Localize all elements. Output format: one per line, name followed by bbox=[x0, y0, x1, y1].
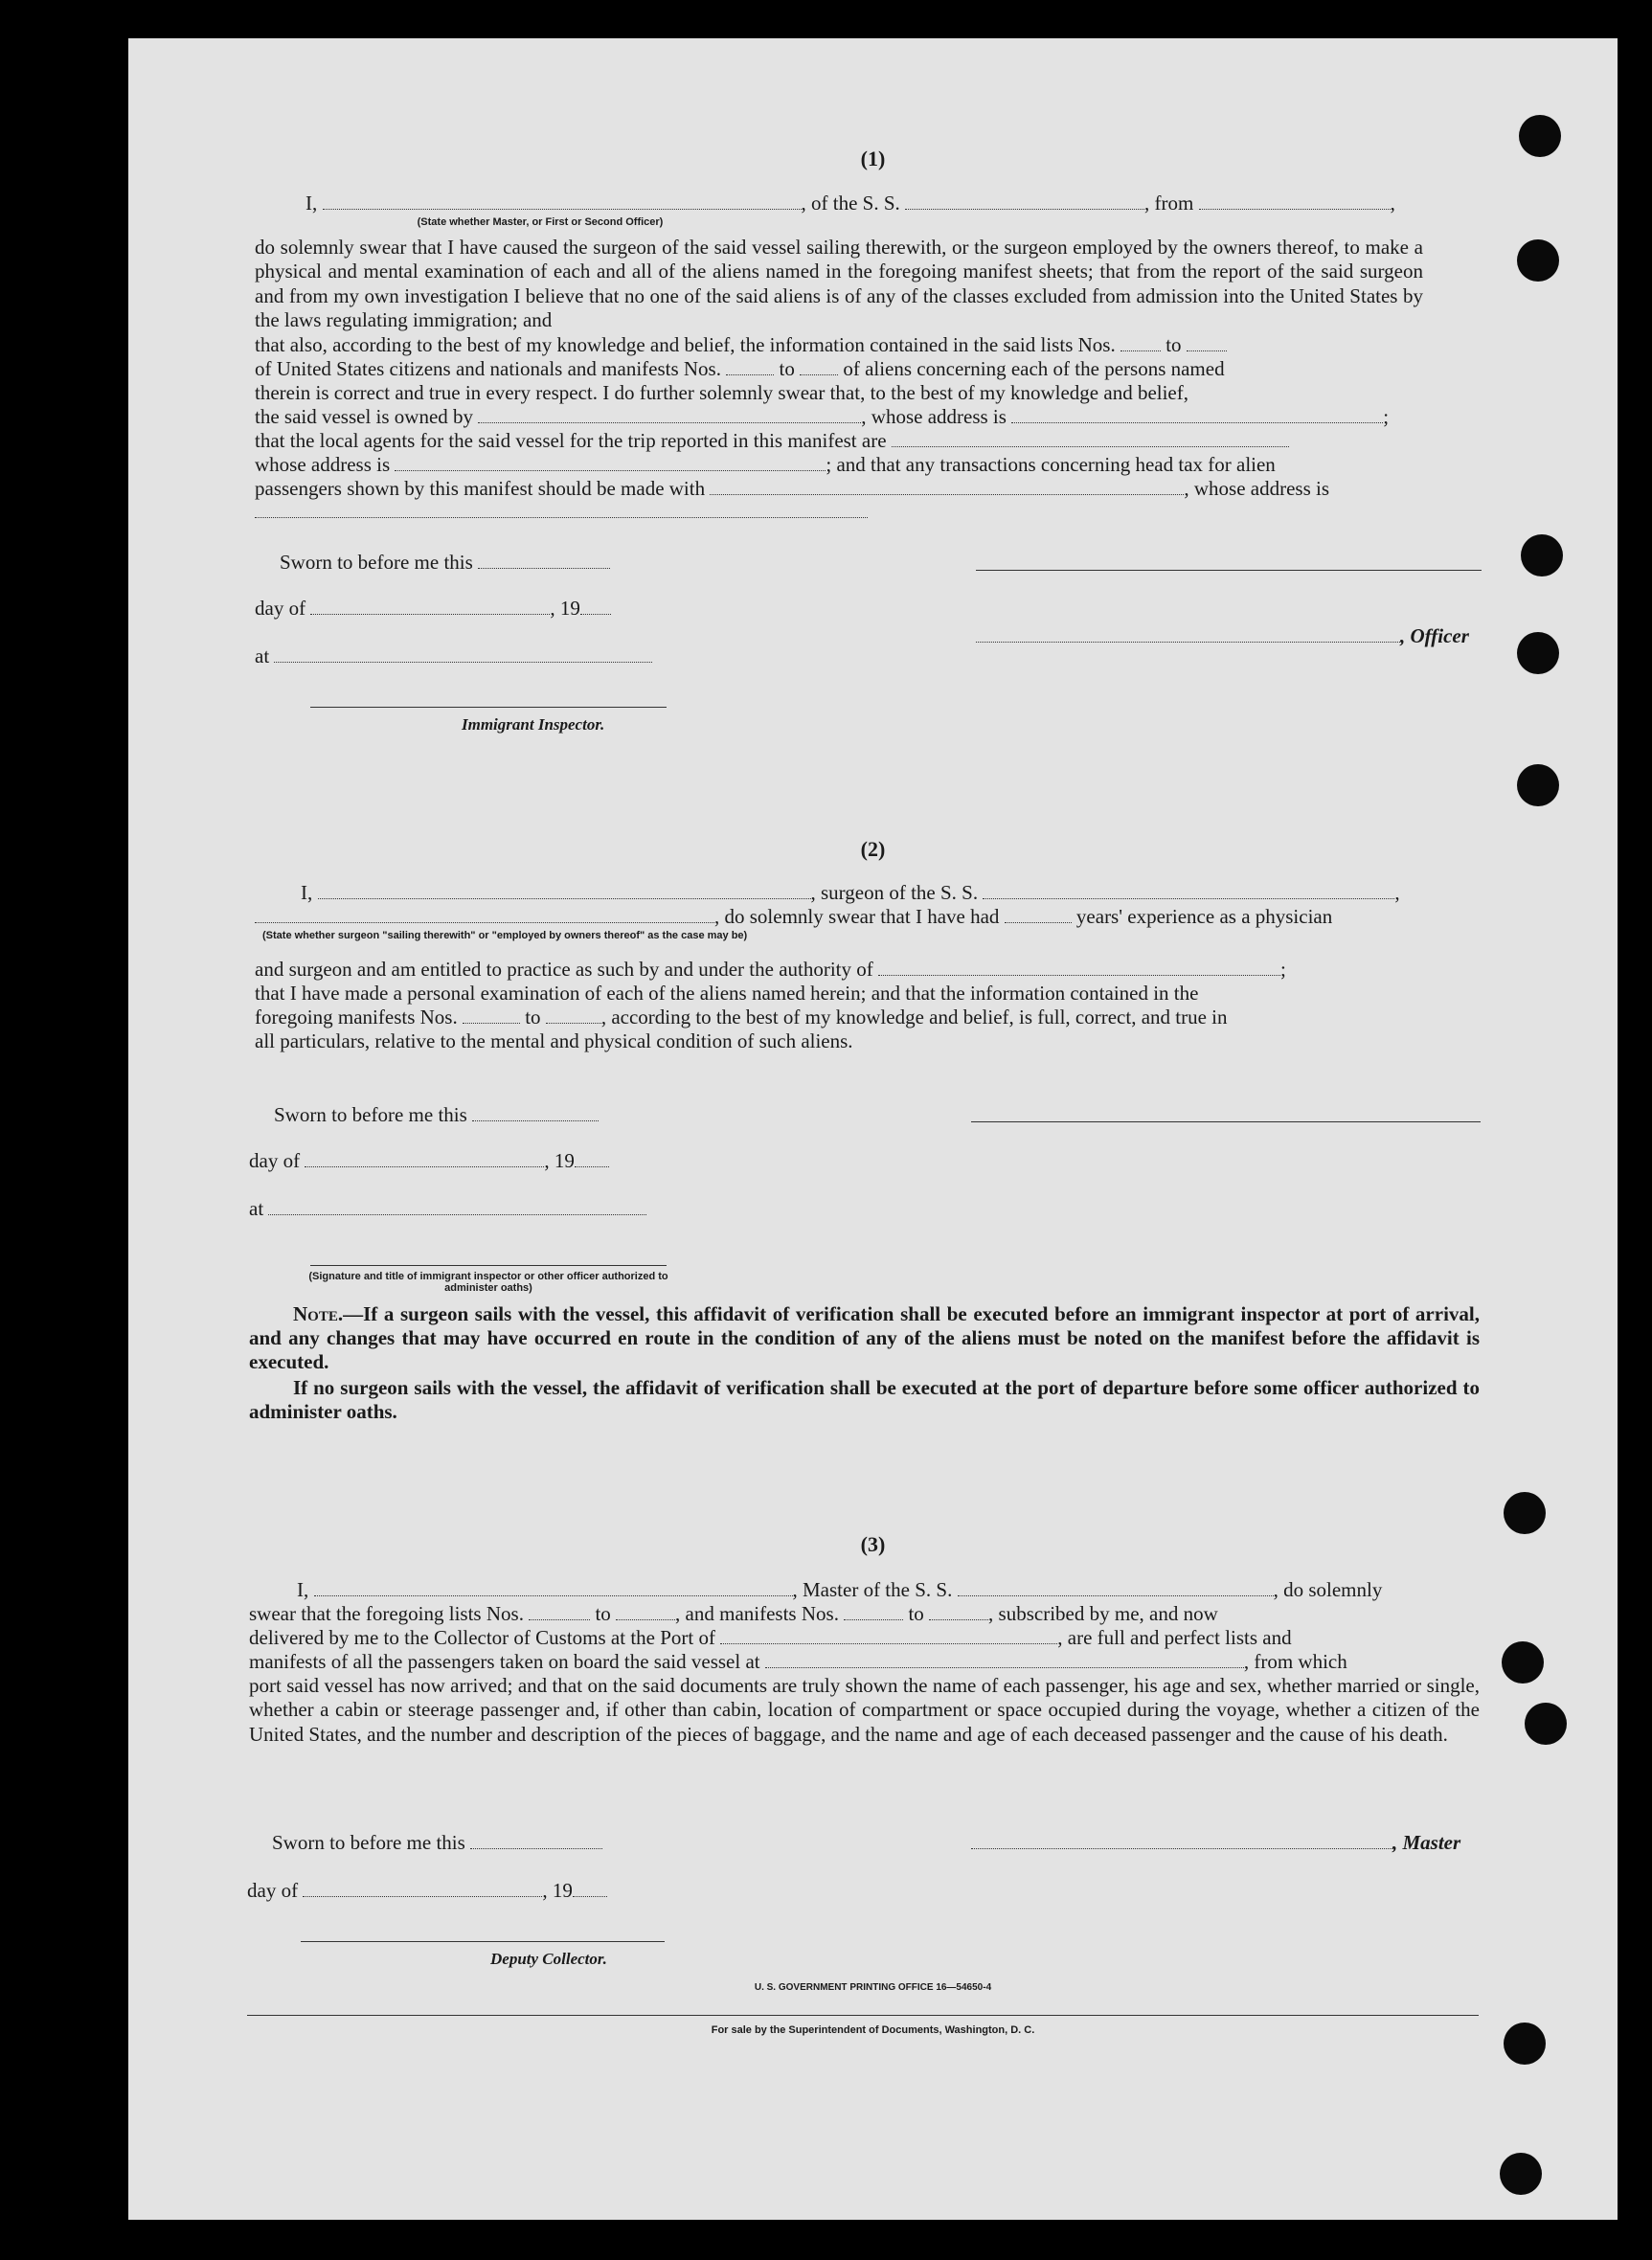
s2-name-blank[interactable] bbox=[318, 881, 811, 899]
s1-owned-text: the said vessel is owned by bbox=[255, 405, 474, 428]
s1-headtax-blank[interactable] bbox=[710, 477, 1184, 495]
s1-i: I, bbox=[306, 192, 318, 215]
s2-sig-hint: (Signature and title of immigrant inspector or other officer authorized to administer oaths) bbox=[308, 1271, 668, 1294]
s2-note-text-1: —If a surgeon sails with the vessel, this affidavit of verification shall be executed before an immigrant inspector at port of arrival, and any changes that may have occurred en route in the condition of any of the aliens must be noted on the manifest before the affidavit is executed. bbox=[249, 1302, 1480, 1373]
s2-status-blank[interactable] bbox=[255, 905, 714, 923]
s2-i: I, bbox=[301, 881, 313, 904]
s1-agents-text: that the local agents for the said vessel for the trip reported in this manifest are bbox=[255, 429, 887, 452]
s1-inspector-rule[interactable] bbox=[310, 707, 667, 708]
binder-hole bbox=[1502, 1641, 1544, 1684]
s1-manifests-from-blank[interactable] bbox=[726, 357, 774, 375]
s1-sworn-text: Sworn to before me this bbox=[280, 551, 473, 574]
s2-manifests-line bbox=[255, 1006, 1228, 1029]
s3-manifests-from-blank[interactable] bbox=[844, 1602, 903, 1620]
s3-boarding-blank[interactable] bbox=[765, 1650, 1244, 1668]
s1-master-line: I, , of the S. S. , from , bbox=[306, 192, 1395, 215]
s3-i: I, bbox=[297, 1578, 309, 1601]
binder-hole bbox=[1517, 239, 1559, 282]
s1-citizens-line bbox=[255, 357, 1225, 381]
s2-at-line bbox=[249, 1197, 646, 1221]
section-3-number: (3) bbox=[860, 1532, 886, 1556]
section-1-number: (1) bbox=[860, 147, 886, 170]
s3-sworn-blank[interactable] bbox=[470, 1831, 602, 1849]
s3-vessel-blank[interactable] bbox=[958, 1578, 1274, 1596]
footer-rule bbox=[247, 2015, 1479, 2016]
s1-whose: , whose address is bbox=[861, 405, 1007, 428]
s1-inspector-label: Immigrant Inspector. bbox=[462, 715, 605, 734]
s2-sworn-line bbox=[274, 1103, 599, 1127]
s3-year: , 19 bbox=[542, 1879, 573, 1902]
s2-entitled-text: and surgeon and am entitled to practice as such by and under the authority of bbox=[255, 958, 873, 981]
binder-hole bbox=[1525, 1703, 1567, 1745]
binder-hole bbox=[1517, 632, 1559, 674]
s1-day-line bbox=[255, 597, 611, 621]
s2-sworn-blank[interactable] bbox=[472, 1103, 599, 1121]
s1-officer-blank[interactable] bbox=[976, 624, 1400, 643]
s1-day-of: day of bbox=[255, 597, 306, 620]
s3-collector-rule[interactable] bbox=[301, 1941, 665, 1942]
s2-surgeon-line: I, , surgeon of the S. S. , bbox=[301, 881, 1400, 904]
s1-officer-line bbox=[976, 624, 1469, 648]
s1-transactions: ; and that any transactions concerning head tax for alien bbox=[826, 453, 1276, 476]
s2-sworn-text: Sworn to before me this bbox=[274, 1103, 467, 1126]
s1-hint: (State whether Master, or First or Second Officer) bbox=[417, 216, 664, 228]
s3-port-blank[interactable] bbox=[720, 1626, 1057, 1644]
s1-at-line bbox=[255, 644, 652, 668]
s2-day-blank[interactable] bbox=[305, 1149, 544, 1167]
s2-swear-line bbox=[255, 905, 1332, 929]
s3-master-of-ss: , Master of the S. S. bbox=[792, 1578, 953, 1601]
sale-notice: For sale by the Superintendent of Documents, Washington, D. C. bbox=[711, 2024, 1035, 2036]
s2-authority-blank[interactable] bbox=[878, 958, 1280, 976]
s3-swear-line bbox=[249, 1602, 1218, 1626]
s1-manifests-to-blank[interactable] bbox=[800, 357, 838, 375]
s3-delivered-text: delivered by me to the Collector of Customs at the Port of bbox=[249, 1626, 715, 1649]
s3-master-line bbox=[297, 1578, 1382, 1602]
s2-at-blank[interactable] bbox=[268, 1197, 646, 1215]
s2-day-of: day of bbox=[249, 1149, 301, 1172]
s2-day-line bbox=[249, 1149, 609, 1173]
s1-year: , 19 bbox=[550, 597, 580, 620]
s2-note-1 bbox=[249, 1302, 1480, 1374]
s2-note-2: If no surgeon sails with the vessel, the affidavit of verification shall be executed at the port of departure before some officer authorized to administer oaths. bbox=[249, 1376, 1480, 1423]
s3-day-blank[interactable] bbox=[303, 1879, 542, 1897]
s1-paragraph: do solemnly swear that I have caused the surgeon of the said vessel sailing therewith, or the surgeon employed by the owners thereof, to make a physical and mental examination of each and all of the aliens named in the foregoing manifest sheets; that from the report of the said surgeon and from my own investigation I believe that no one of the said aliens is of any of the classes excluded from admission into the United States by the laws regulating immigration; and bbox=[255, 236, 1423, 331]
s2-inspector-rule[interactable] bbox=[310, 1265, 667, 1266]
s3-master-label: , Master bbox=[1392, 1831, 1461, 1854]
s2-at: at bbox=[249, 1197, 264, 1220]
s1-passengers-text: passengers shown by this manifest should be made with bbox=[255, 477, 706, 500]
s2-surgeon-sign-rule[interactable] bbox=[971, 1121, 1481, 1122]
s1-at: at bbox=[255, 644, 270, 667]
s3-to-2: to bbox=[908, 1602, 924, 1625]
s2-to: to bbox=[525, 1006, 541, 1028]
s3-manifests-to-blank[interactable] bbox=[929, 1602, 988, 1620]
s1-owned-line: the said vessel is owned by , whose address is ; bbox=[255, 405, 1390, 428]
gpo-imprint: U. S. GOVERNMENT PRINTING OFFICE 16—54650-4 bbox=[754, 1982, 992, 1993]
s1-therein-line: therein is correct and true in every respect. I do further solemnly swear that, to the best of my knowledge and belief, bbox=[255, 381, 1188, 404]
s3-master-sign-line bbox=[971, 1831, 1460, 1855]
binder-hole bbox=[1500, 2153, 1542, 2195]
s2-year: , 19 bbox=[544, 1149, 575, 1172]
s3-sworn-line bbox=[272, 1831, 602, 1855]
s2-year-blank[interactable] bbox=[575, 1149, 609, 1167]
s1-officer-label: , Officer bbox=[1400, 624, 1469, 647]
s1-day-blank[interactable] bbox=[310, 597, 550, 615]
s1-concerning-text: of aliens concerning each of the persons named bbox=[843, 357, 1225, 380]
s3-year-blank[interactable] bbox=[573, 1879, 607, 1897]
s1-lists-line bbox=[255, 333, 1227, 357]
s1-from: , from bbox=[1144, 192, 1194, 215]
s1-agents-address-blank[interactable] bbox=[395, 453, 826, 471]
s3-paragraph: port said vessel has now arrived; and that on the said documents are truly shown the name of each passenger, his age and sex, whether married or single, whether a cabin or steerage passenger and, if other than cabin, location of compartment or space occupied during the voyage, whether a citizen of the United States, and the number and description of the pieces of baggage, and the name and age of each deceased passenger and the cause of his death. bbox=[249, 1674, 1480, 1746]
s3-to: to bbox=[595, 1602, 611, 1625]
binder-hole bbox=[1504, 1492, 1546, 1534]
s1-of-ss: , of the S. S. bbox=[801, 192, 900, 215]
s1-year-blank[interactable] bbox=[580, 597, 611, 615]
s2-particulars-line: all particulars, relative to the mental and physical condition of such aliens. bbox=[255, 1029, 853, 1052]
s1-officer-sign-rule[interactable] bbox=[976, 570, 1482, 571]
s2-surgeon-of-ss: , surgeon of the S. S. bbox=[810, 881, 979, 904]
s1-agents-blank[interactable] bbox=[892, 429, 1289, 447]
s1-lists-text: that also, according to the best of my knowledge and belief, the information contained in the said lists Nos. bbox=[255, 333, 1116, 356]
section-2-number: (2) bbox=[860, 837, 886, 861]
s2-entitled-line: and surgeon and am entitled to practice as such by and under the authority of ; bbox=[255, 958, 1286, 981]
s3-full-text: , are full and perfect lists and bbox=[1057, 1626, 1292, 1649]
s3-day-of: day of bbox=[247, 1879, 299, 1902]
s3-subscribed: , subscribed by me, and now bbox=[988, 1602, 1218, 1625]
s1-lists-from-blank[interactable] bbox=[1120, 333, 1161, 351]
s2-hint: (State whether surgeon "sailing therewith" or "employed by owners thereof" as the case may be) bbox=[262, 930, 748, 941]
s2-years-text: years' experience as a physician bbox=[1075, 905, 1333, 928]
s1-sworn-blank[interactable] bbox=[478, 551, 610, 569]
s1-to: to bbox=[1165, 333, 1182, 356]
s1-lists-to-blank[interactable] bbox=[1187, 333, 1227, 351]
s1-from-blank[interactable] bbox=[1199, 192, 1391, 210]
s3-manifests-text: , and manifests Nos. bbox=[675, 1602, 839, 1625]
s3-delivered-line bbox=[249, 1626, 1292, 1650]
s3-solemnly: , do solemnly bbox=[1273, 1578, 1383, 1601]
s2-examination-line: that I have made a personal examination of each of the aliens named herein; and that the information contained in the bbox=[255, 982, 1199, 1005]
s1-citizens-text: of United States citizens and nationals and manifests Nos. bbox=[255, 357, 721, 380]
s1-address-rule[interactable] bbox=[255, 517, 868, 518]
s3-lists-to-blank[interactable] bbox=[616, 1602, 675, 1620]
s3-from-which: , from which bbox=[1243, 1650, 1347, 1673]
s1-passengers-line bbox=[255, 477, 1329, 501]
s2-manifests-to-blank[interactable] bbox=[546, 1006, 601, 1024]
s1-sworn-line bbox=[280, 551, 610, 575]
s1-agents-line bbox=[255, 429, 1289, 453]
s1-owner-blank[interactable] bbox=[478, 405, 861, 423]
binder-hole bbox=[1517, 764, 1559, 806]
s2-manifests-text: foregoing manifests Nos. bbox=[255, 1006, 458, 1028]
s2-according-text: , according to the best of my knowledge and belief, is full, correct, and true in bbox=[600, 1006, 1228, 1028]
s3-collector-label: Deputy Collector. bbox=[490, 1950, 607, 1968]
s2-note-label: Note. bbox=[293, 1302, 344, 1325]
s2-manifests-from-blank[interactable] bbox=[463, 1006, 520, 1024]
s2-swear-text: , do solemnly swear that I have had bbox=[714, 905, 1000, 928]
s3-manifests-all-text: manifests of all the passengers taken on board the said vessel at bbox=[249, 1650, 760, 1673]
form-page bbox=[128, 38, 1618, 2220]
s1-owner-address-blank[interactable] bbox=[1011, 405, 1383, 423]
s1-name-blank[interactable] bbox=[323, 192, 802, 210]
s1-to-2: to bbox=[779, 357, 795, 380]
s1-vessel-blank[interactable] bbox=[905, 192, 1144, 210]
binder-hole bbox=[1521, 534, 1563, 576]
s3-lists-from-blank[interactable] bbox=[529, 1602, 590, 1620]
s2-vessel-blank[interactable] bbox=[983, 881, 1394, 899]
s3-day-line bbox=[247, 1879, 607, 1903]
s1-whose2-line bbox=[255, 453, 1276, 477]
s3-manifests-line bbox=[249, 1650, 1347, 1674]
s3-swear-text: swear that the foregoing lists Nos. bbox=[249, 1602, 524, 1625]
s1-whose3: , whose address is bbox=[1184, 477, 1330, 500]
s1-at-blank[interactable] bbox=[274, 644, 652, 663]
s3-master-blank[interactable] bbox=[971, 1831, 1392, 1849]
s3-sworn-text: Sworn to before me this bbox=[272, 1831, 465, 1854]
s1-whose2: whose address is bbox=[255, 453, 391, 476]
s2-years-blank[interactable] bbox=[1005, 905, 1072, 923]
s3-name-blank[interactable] bbox=[314, 1578, 793, 1596]
